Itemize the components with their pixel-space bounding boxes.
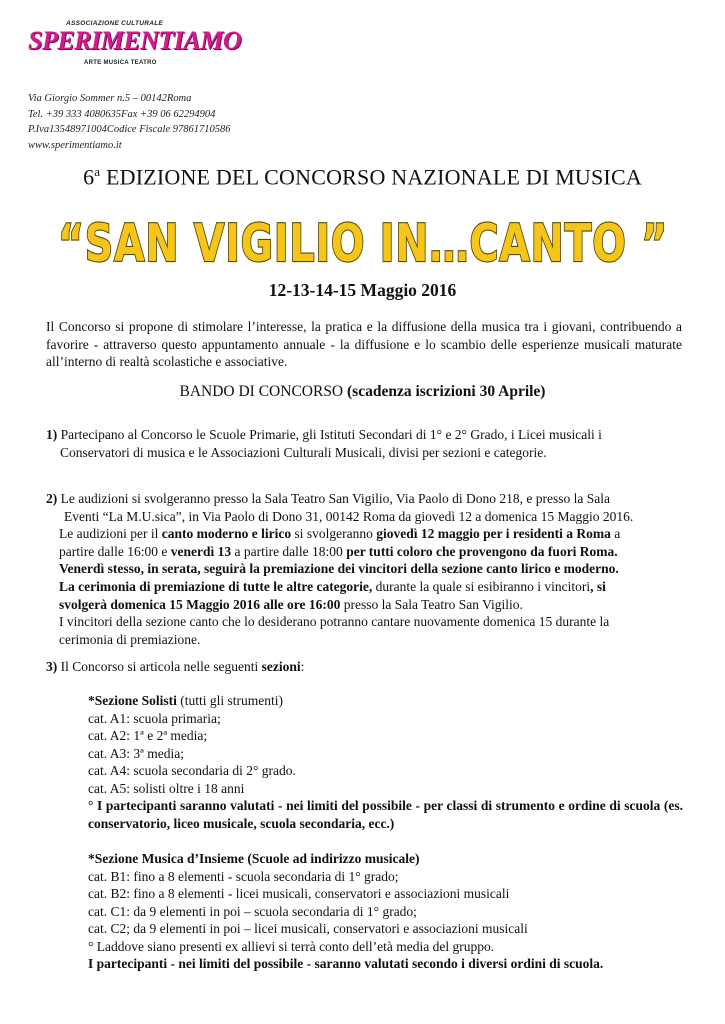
rule-2-line-7 (46, 596, 682, 614)
cat-b1: cat. B1: fino a 8 elementi - scuola secondaria di 1° grado; (88, 868, 399, 884)
rule-2-line-4c: a partire dalle 18:00 (231, 543, 347, 559)
rule-3-text: Il Concorso si articola nelle seguenti (57, 659, 262, 674)
event-title (0, 205, 725, 275)
section-solisti-note: (tutti gli strumenti) (176, 693, 284, 708)
rule-2-line-1: Le audizioni si svolgeranno presso la Sala Teatro San Vigilio, Via Paolo di Dono 218, e presso la Sala (57, 491, 610, 506)
rule-2-line-6 (46, 578, 682, 596)
rule-1-text: Partecipano al Concorso le Scuole Primarie, gli Istituti Secondari di 1° e 2° Grado, i Licei musicali i (57, 427, 602, 442)
rule-2-line-3 (46, 525, 682, 543)
rule-2-line-4b: venerdì 13 (170, 543, 232, 559)
cat-b2: cat. B2: fino a 8 elementi - licei musicali, conservatori e associazioni musicali (88, 886, 510, 901)
cat-a3: cat. A3: 3ª media; (88, 745, 184, 761)
intro-paragraph: Il Concorso si propone di stimolare l’interesse, la pratica e la diffusione della musica tra i giovani, contribuendo a favorire - attraverso questo appuntamento annuale - la diffusione e lo scambio delle esperienze musicali maturate all’interno di realtà scolastiche e associative. (46, 319, 682, 369)
rule-3 (46, 658, 682, 676)
rule-2-line-4a: partire dalle 16:00 e (59, 543, 171, 559)
section-insieme-note-1: ° Laddove siano presenti ex allievi si terrà conto dell’età media del gruppo. (88, 938, 495, 954)
rule-2-number: 2) (46, 491, 58, 506)
section-musica-insieme (88, 850, 683, 973)
section-insieme-title: *Sezione Musica d’Insieme (Scuole ad indirizzo musicale) (88, 851, 420, 866)
section-insieme-note-2: I partecipanti - nei limiti del possibile - saranno valutati secondo i diversi ordini di scuola. (88, 956, 604, 971)
logo (28, 14, 242, 74)
address-phone: Tel. +39 333 4080635Fax +39 06 62294904 (28, 108, 216, 120)
cat-a2: cat. A2: 1ª e 2ª media; (88, 728, 208, 743)
event-title-graphic (53, 205, 673, 275)
rule-3-colon: : (300, 659, 305, 674)
rule-2-line-3e: a (610, 526, 621, 542)
rule-2-line-3b: canto moderno e lirico (161, 526, 292, 542)
cat-a5: cat. A5: solisti oltre i 18 anni (88, 780, 245, 796)
rule-3-bold: sezioni (261, 659, 301, 674)
address-website[interactable]: www.sperimentiamo.it (28, 139, 122, 151)
address-street: Via Giorgio Sommer n.5 – 00142Roma (28, 93, 192, 104)
logo-subtitle: ARTE MUSICA TEATRO (84, 60, 157, 66)
event-title-text: “SAN VIGILIO IN…CANTO ” (57, 214, 668, 274)
bando-deadline: (scadenza iscrizioni 30 Aprile) (347, 383, 546, 400)
rule-1-number: 1) (46, 427, 58, 442)
rule-2-line-9: cerimonia di premiazione. (59, 631, 201, 647)
rule-1 (46, 426, 682, 461)
edition-text: EDIZIONE DEL CONCORSO NAZIONALE DI MUSICA (100, 164, 642, 190)
edition-number: 6 (83, 164, 95, 190)
rule-2-line-4 (46, 543, 682, 561)
rule-2-line-6b: durante la quale si esibiranno i vincitori (372, 578, 591, 594)
section-solisti-evaluation-note: ° I partecipanti saranno valutati - nei limiti del possibile - per classi di strumento e ordine di scuola (es. conservatorio, liceo musicale, scuola secondaria, ecc.) (88, 798, 683, 831)
edition-superscript: a (94, 164, 101, 179)
rule-2-line-7a: svolgerà domenica 15 Maggio 2016 alle ore 16:00 (59, 596, 341, 612)
cat-c2: cat. C2; da 9 elementi in poi – licei musicali, conservatori e associazioni musicali (88, 921, 528, 936)
rule-2-line-6a: La cerimonia di premiazione di tutte le altre categorie, (59, 578, 373, 594)
section-solisti-title: *Sezione Solisti (88, 693, 177, 708)
rule-2-line-3d: giovedì 12 maggio per i residenti a Roma (376, 526, 611, 542)
rule-2-line-5: Venerdì stesso, in serata, seguirà la premiazione dei vincitori della sezione canto lirico e moderno. (59, 561, 619, 577)
rule-2-line-7b: presso la Sala Teatro San Vigilio. (340, 596, 523, 612)
address-vat: P.Iva13548971004Codice Fiscale 97861710586 (28, 124, 231, 136)
bando-label: BANDO DI CONCORSO (179, 383, 348, 400)
section-solisti (88, 692, 683, 832)
event-dates: 12-13-14-15 Maggio 2016 (268, 280, 457, 300)
rule-2-line-4d: per tutti coloro che provengono da fuori Roma. (346, 543, 618, 559)
rule-1-text-cont: Conservatori di musica e le Associazioni Culturali Musicali, divisi per sezioni e categorie. (60, 444, 547, 460)
rule-2-line-8: I vincitori della sezione canto che lo desiderano potranno cantare nuovamente domenica 15 durante la (59, 614, 610, 630)
rule-2-line-2: Eventi “La M.U.sica”, in Via Paolo di Dono 31, 00142 Roma da giovedì 12 a domenica 15 Maggio 2016. (64, 508, 634, 524)
logo-name: SPERIMENTIAMO (28, 26, 242, 55)
edition-heading (0, 164, 725, 190)
rule-2-line-3a: Le audizioni per il (59, 526, 162, 542)
cat-c1: cat. C1: da 9 elementi in poi – scuola secondaria di 1° grado; (88, 903, 417, 919)
rule-2-line-6c: , si (590, 578, 606, 594)
logo-association-label: ASSOCIAZIONE CULTURALE (66, 20, 164, 27)
rule-2 (46, 490, 682, 648)
cat-a4: cat. A4: scuola secondaria di 2° grado. (88, 763, 296, 778)
rule-3-number: 3) (46, 659, 58, 674)
rule-2-line-3c: si svolgeranno (291, 526, 377, 542)
bando-heading (0, 383, 725, 401)
address-block (28, 91, 231, 153)
cat-a1: cat. A1: scuola primaria; (88, 710, 221, 726)
